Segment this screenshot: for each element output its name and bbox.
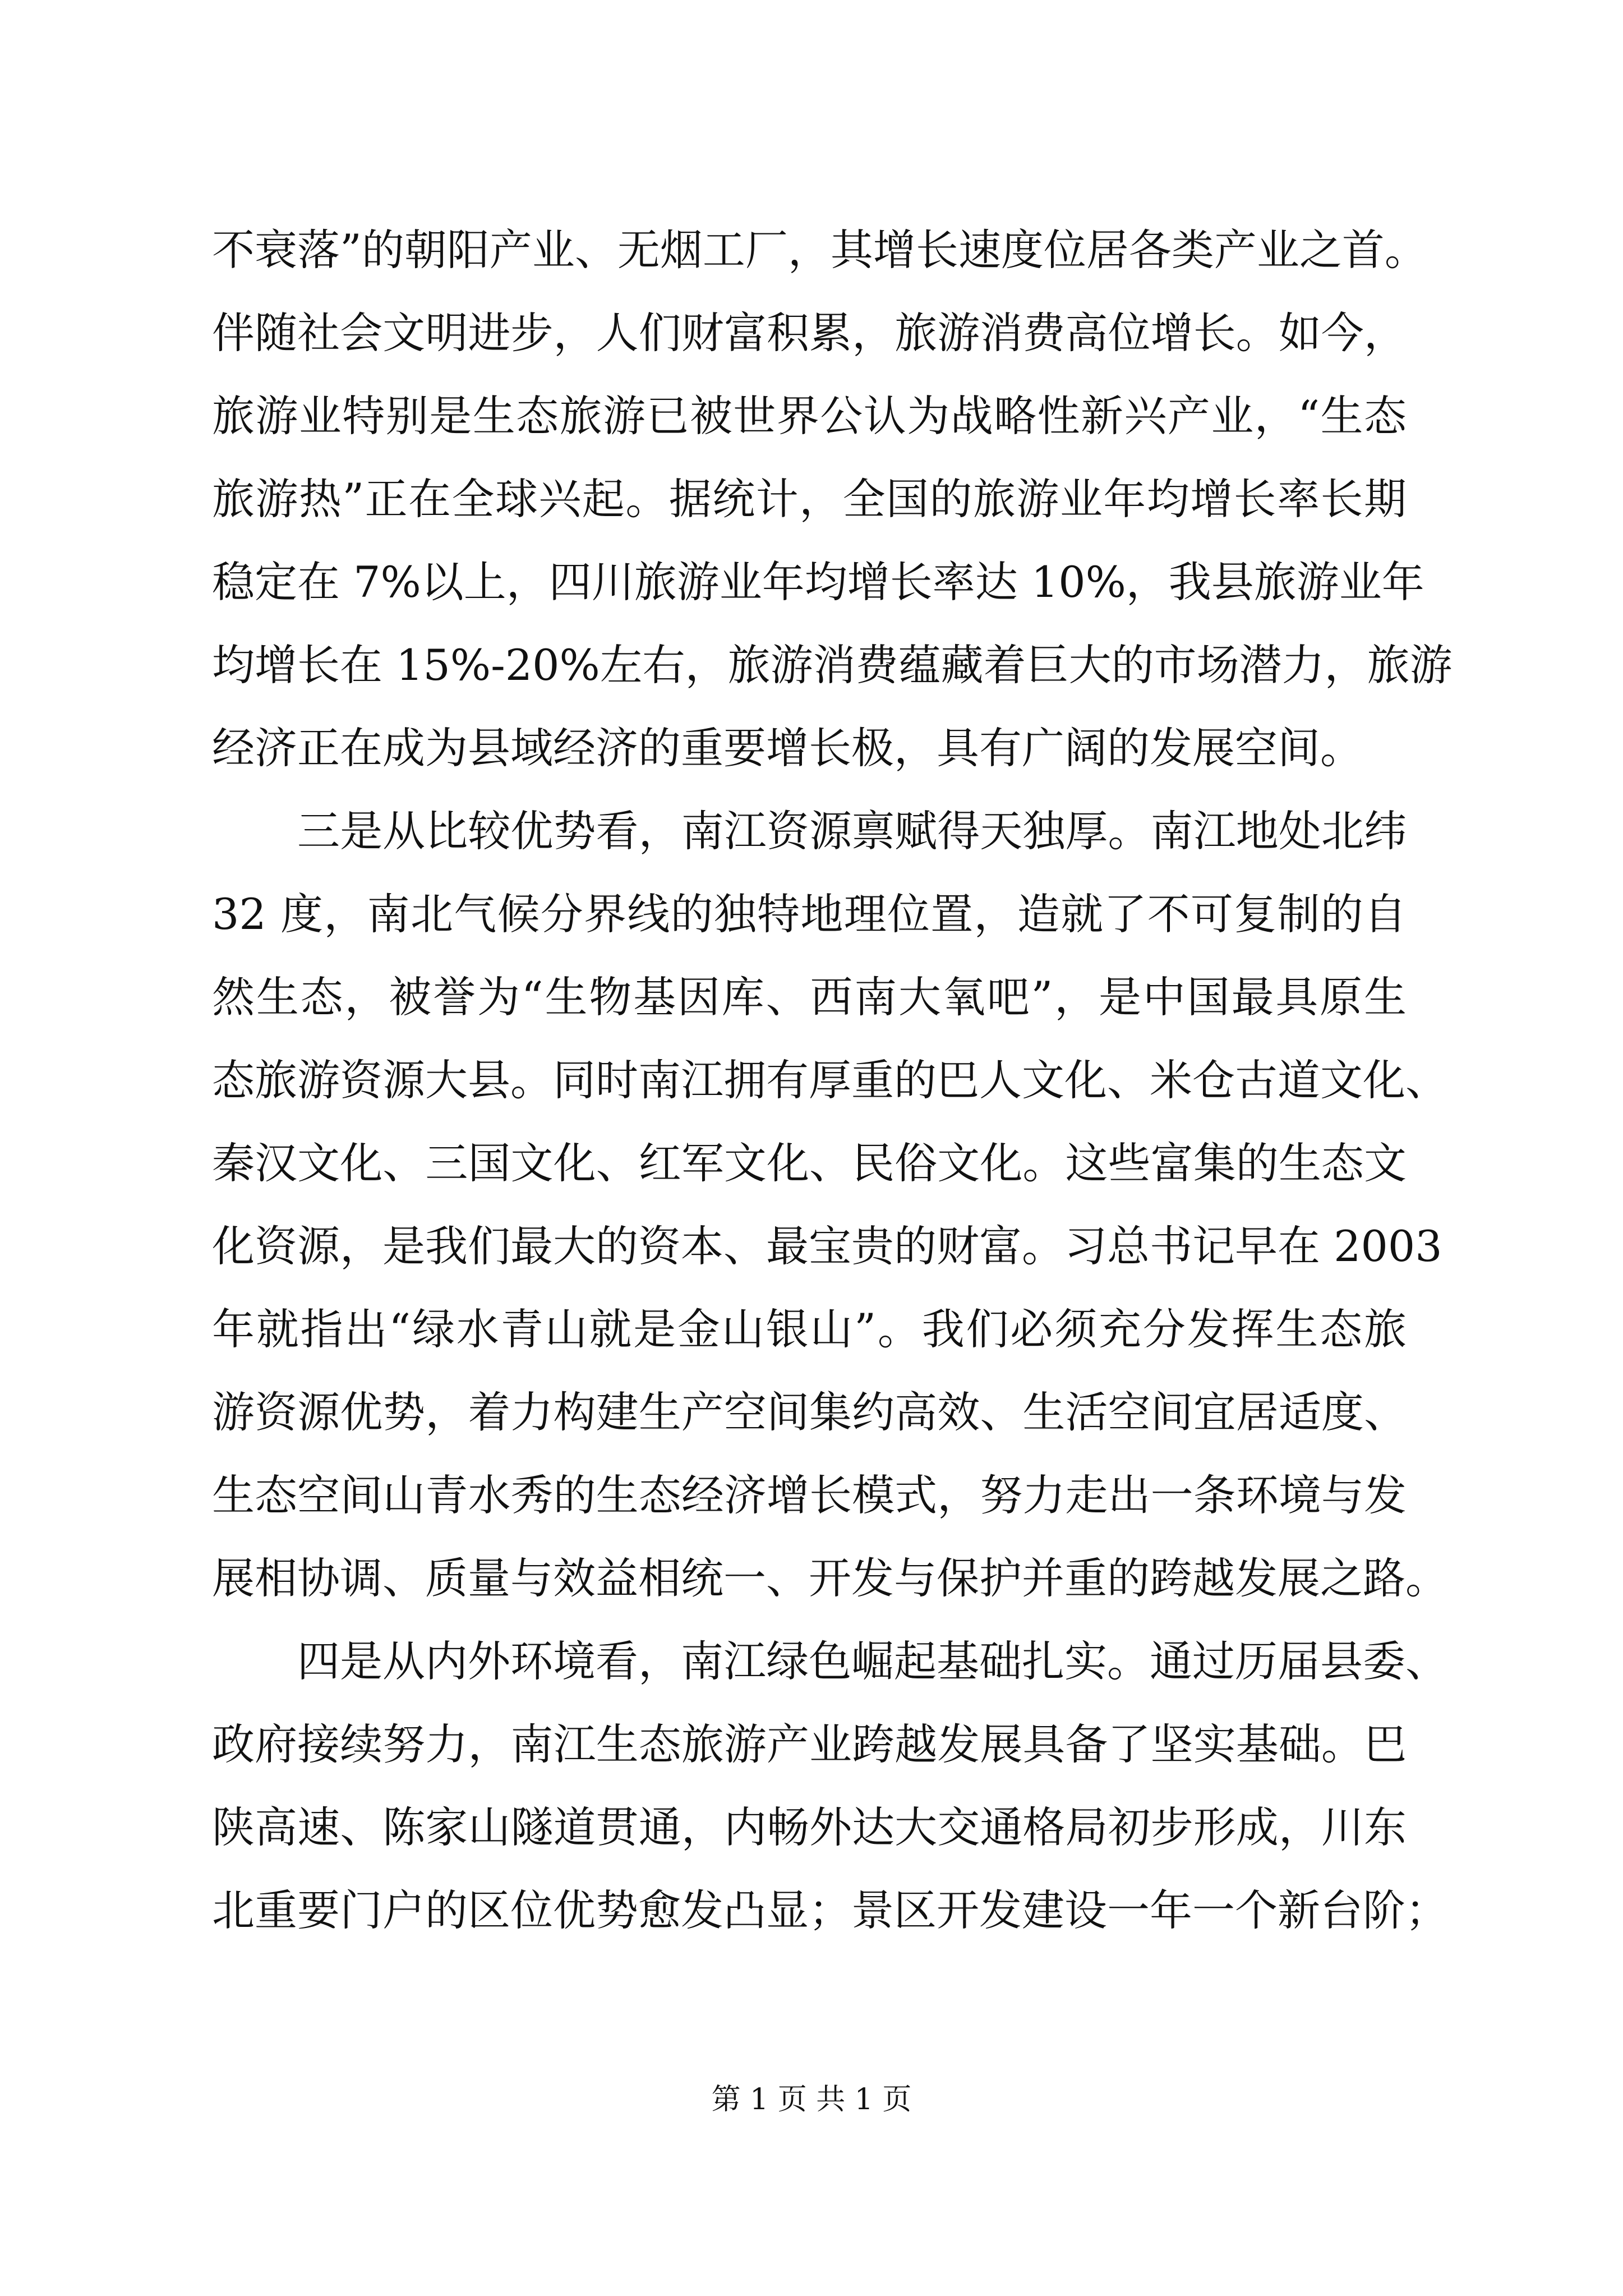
text-line: 北重要门户的区位优势愈发凸显；景区开发建设一年一个新台阶； xyxy=(212,1885,1448,1935)
text-line: 展相协调、质量与效益相统一、开发与保护并重的跨越发展之路。 xyxy=(212,1553,1448,1603)
text-line: 然生态，被誉为“生物基因库、西南大氧吧”，是中国最具原生 xyxy=(212,972,1407,1022)
text-line: 旅游热”正在全球兴起。据统计，全国的旅游业年均增长率长期 xyxy=(212,474,1407,524)
text-line: 经济正在成为县域经济的重要增长极，具有广阔的发展空间。 xyxy=(212,723,1363,773)
text-line: 均增长在 15%-20%左右，旅游消费蕴藏着巨大的市场潜力，旅游 xyxy=(212,640,1453,690)
text-line: 秦汉文化、三国文化、红军文化、民俗文化。这些富集的生态文 xyxy=(212,1138,1407,1188)
text-line: 陕高速、陈家山隧道贯通，内畅外达大交通格局初步形成，川东 xyxy=(212,1802,1407,1852)
text-line: 生态空间山青水秀的生态经济增长模式，努力走出一条环境与发 xyxy=(212,1470,1407,1520)
text-line: 年就指出“绿水青山就是金山银山”。我们必须充分发挥生态旅 xyxy=(212,1304,1407,1354)
text-line: 政府接续努力，南江生态旅游产业跨越发展具备了坚实基础。巴 xyxy=(212,1719,1407,1769)
document-body xyxy=(212,209,1453,1952)
paragraph-start-line: 四是从内外环境看，南江绿色崛起基础扎实。通过历届县委、 xyxy=(297,1636,1448,1686)
page-number-footer: 第 1 页 共 1 页 xyxy=(711,2083,912,2116)
text-line: 态旅游资源大县。同时南江拥有厚重的巴人文化、米仓古道文化、 xyxy=(212,1055,1448,1105)
text-line: 旅游业特别是生态旅游已被世界公认为战略性新兴产业，“生态 xyxy=(212,391,1407,441)
text-line: 不衰落”的朝阳产业、无烟工厂，其增长速度位居各类产业之首。 xyxy=(212,225,1427,275)
text-line: 稳定在 7%以上，四川旅游业年均增长率达 10%，我县旅游业年 xyxy=(212,557,1424,607)
text-line: 化资源，是我们最大的资本、最宝贵的财富。习总书记早在 2003 xyxy=(212,1221,1442,1271)
text-line: 32 度，南北气候分界线的独特地理位置，造就了不可复制的自 xyxy=(212,889,1407,939)
paragraph-start-line: 三是从比较优势看，南江资源禀赋得天独厚。南江地处北纬 xyxy=(297,806,1407,856)
text-line: 游资源优势，着力构建生产空间集约高效、生活空间宜居适度、 xyxy=(212,1387,1407,1437)
text-line: 伴随社会文明进步，人们财富积累，旅游消费高位增长。如今， xyxy=(212,308,1407,358)
